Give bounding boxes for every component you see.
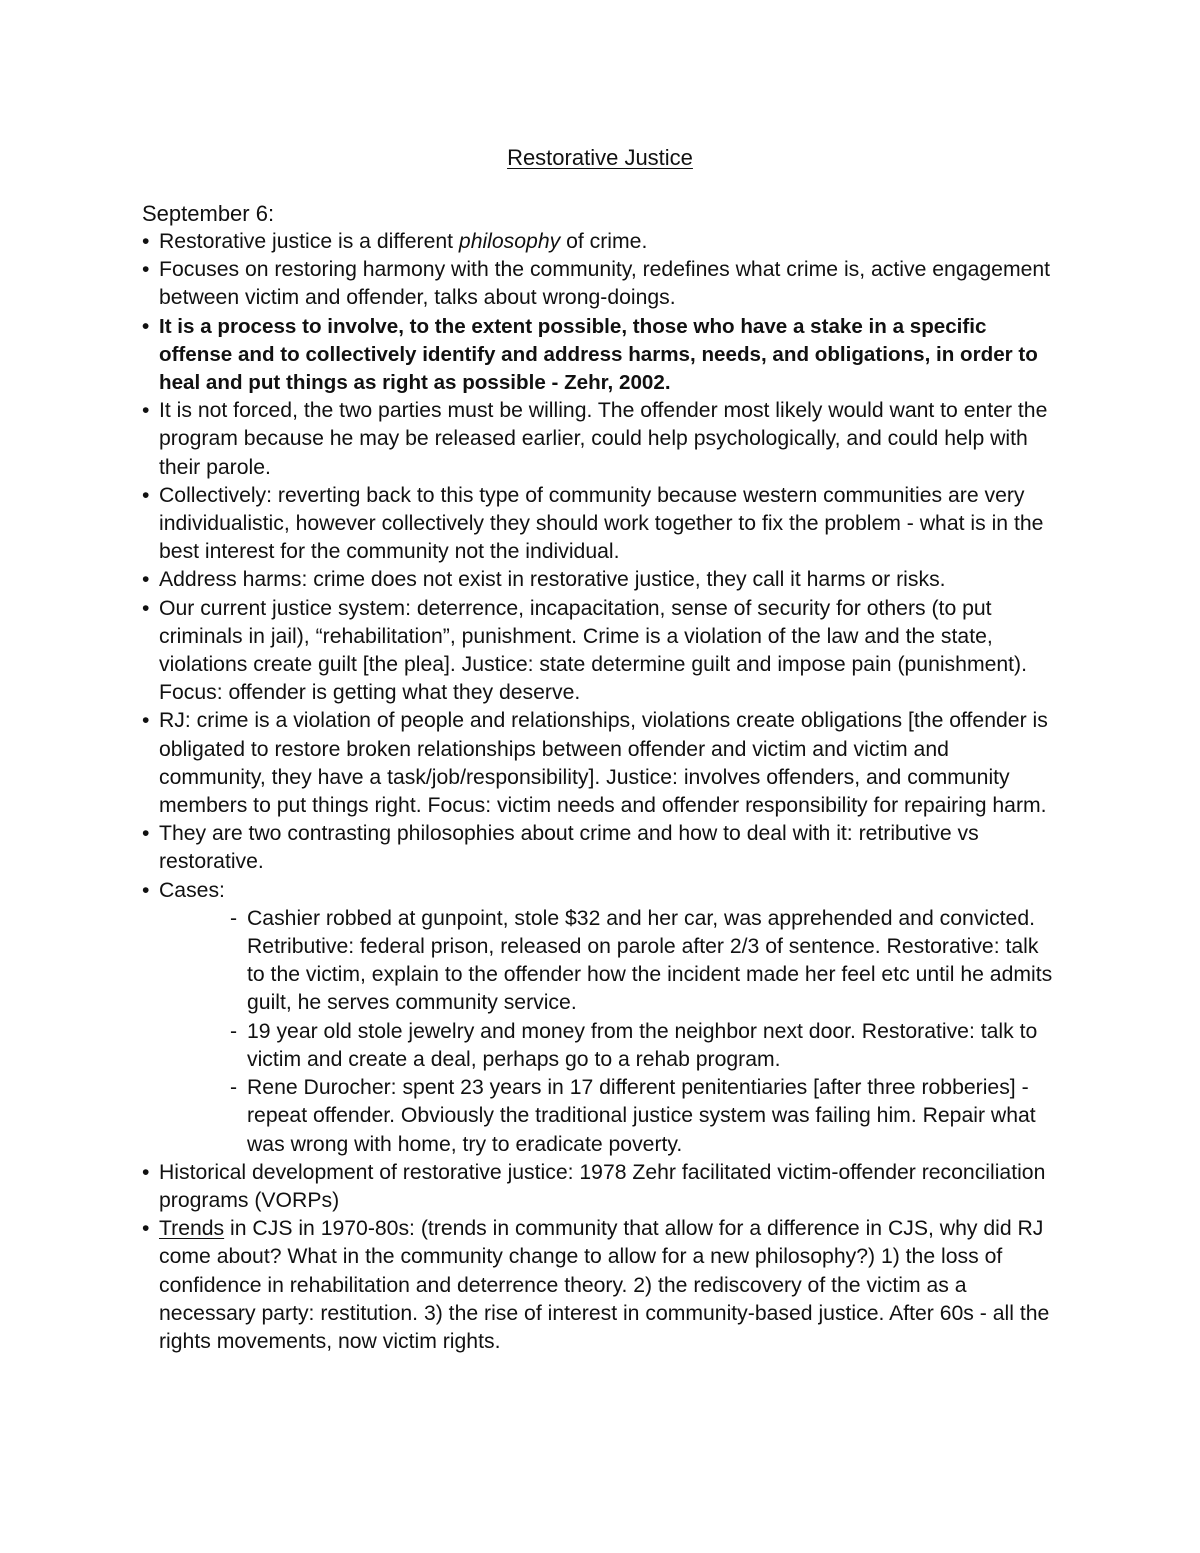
notes-list	[142, 228, 1060, 1356]
title-text: Restorative Justice	[507, 145, 693, 170]
list-item: • It is not forced, the two parties must be willing. The offender most likely would want to enter the program because he may be released earlier, could help psychologically, and could help with their parole.	[142, 397, 1060, 482]
page-title	[0, 144, 1200, 172]
list-item: • It is a process to involve, to the extent possible, those who have a stake in a specific offense and to collectively identify and address harms, needs, and obligations, in order to heal and put things as right as possible - Zehr, 2002.	[142, 313, 1060, 398]
list-item: • Historical development of restorative justice: 1978 Zehr facilitated victim-offender reconciliation programs (VORPs)	[142, 1159, 1060, 1215]
list-item: • Address harms: crime does not exist in restorative justice, they call it harms or risks.	[142, 566, 1060, 594]
case-item: - Rene Durocher: spent 23 years in 17 different penitentiaries [after three robberies] - repeat offender. Obviously the traditional justice system was failing him. Repair what was wrong with home, try to eradicate poverty.	[230, 1074, 1060, 1159]
list-item-text: of crime.	[560, 230, 648, 253]
case-item: - Cashier robbed at gunpoint, stole $32 and her car, was apprehended and convicted. Retributive: federal prison, released on parole after 2/3 of sentence. Restorative: talk to the victim, explain to the offender how the incident made her feel etc until he admits guilt, he serves community service.	[230, 905, 1060, 1018]
list-item: • Our current justice system: deterrence, incapacitation, sense of security for others (to put criminals in jail), “rehabilitation”, punishment. Crime is a violation of the law and the state, violations create guilt [the plea]. Justice: state determine guilt and impose pain (punishment). Focus: offender is getting what they deserve.	[142, 595, 1060, 708]
list-item: • RJ: crime is a violation of people and relationships, violations create obligations [the offender is obligated to restore broken relationships between offender and victim and victim and community, they have a task/job/responsibility]. Justice: involves offenders, and community members to put things right. Focus: victim needs and offender responsibility for repairing harm.	[142, 707, 1060, 820]
underlined-text: Trends	[159, 1217, 225, 1241]
date-heading: September 6:	[142, 201, 275, 226]
list-item: • Focuses on restoring harmony with the community, redefines what crime is, active engagement between victim and offender, talks about wrong-doings.	[142, 256, 1060, 312]
list-item	[142, 1215, 1060, 1356]
list-item-text: in CJS in 1970-80s: (trends in community that allow for a difference in CJS, why did RJ come about? What in the community change to allow for a new philosophy?) 1) the loss of confidence in rehabilitation and deterrence theory. 2) the rediscovery of the victim as a necessary party: restitution. 3) the rise of interest in community-based justice. After 60s - all the rights movements, now victim rights.	[159, 1217, 1050, 1353]
list-item: • Collectively: reverting back to this type of community because western communities are very individualistic, however collectively they should work together to fix the problem - what is in the best interest for the community not the individual.	[142, 482, 1060, 567]
cases-list	[230, 905, 1060, 1159]
list-item: • They are two contrasting philosophies about crime and how to deal with it: retributive vs restorative.	[142, 820, 1060, 876]
case-item: - 19 year old stole jewelry and money from the neighbor next door. Restorative: talk to victim and create a deal, perhaps go to a rehab program.	[230, 1018, 1060, 1074]
list-item	[142, 877, 1060, 1159]
emphasis-text: philosophy	[458, 230, 561, 253]
list-item-text: Restorative justice is a different	[159, 230, 459, 253]
cases-heading: Cases:	[159, 878, 225, 902]
list-item	[142, 228, 1060, 256]
